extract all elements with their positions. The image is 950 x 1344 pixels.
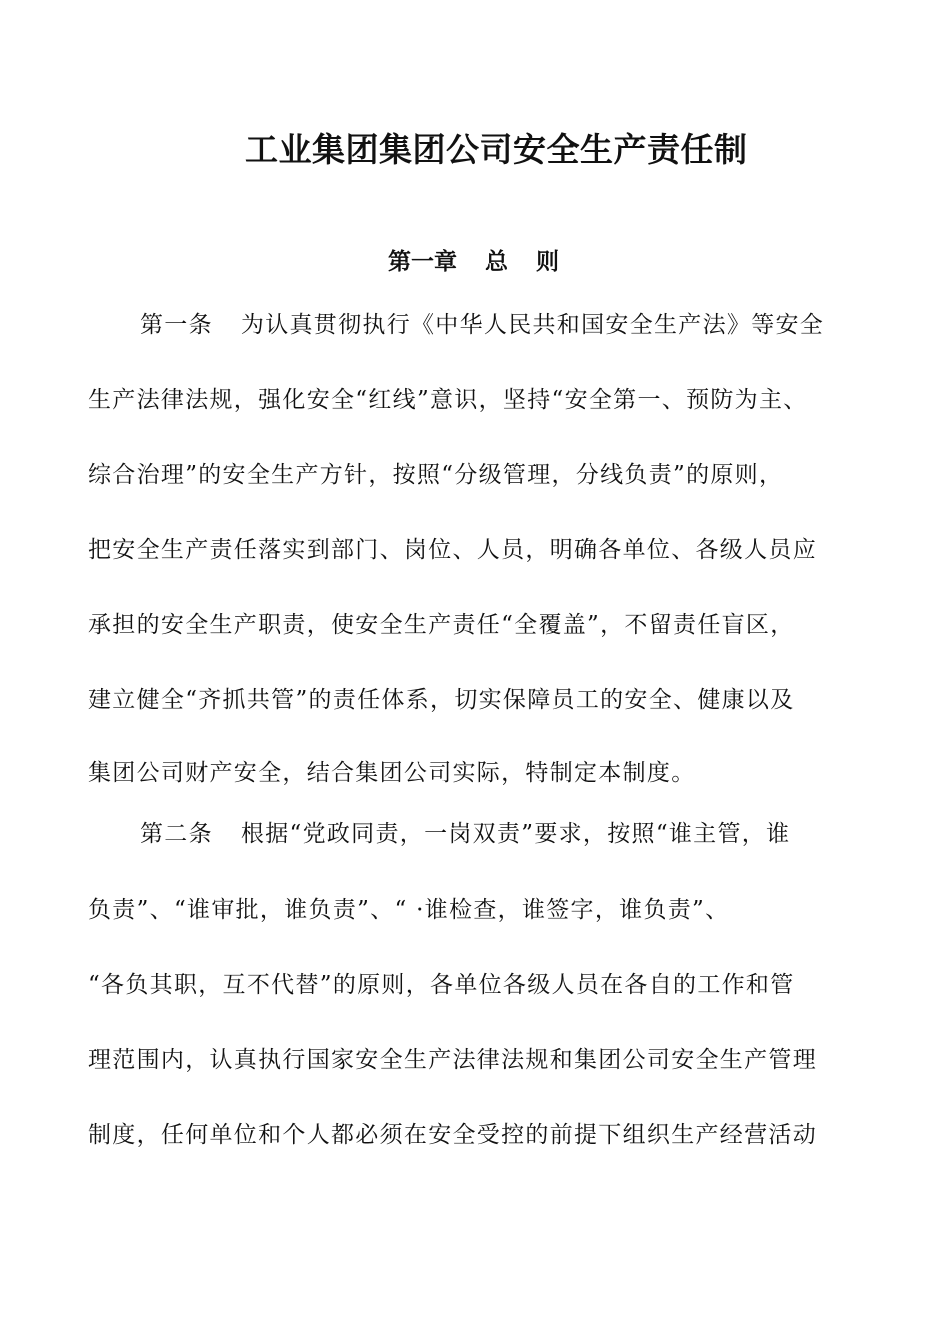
document-title: 工业集团集团公司安全生产责任制 bbox=[245, 130, 748, 169]
article-2-line-2: “各负其职，互不代替”的原则，各单位各级人员在各自的工作和管 bbox=[88, 972, 795, 998]
chapter-label: 第一章 bbox=[388, 248, 457, 275]
chapter-name-part2: 则 bbox=[536, 248, 559, 275]
article-1-line-3: 把安全生产责任落实到部门、岗位、人员，明确各单位、各级人员应 bbox=[88, 537, 817, 563]
article-1-label: 第一条 bbox=[140, 312, 213, 338]
article-2-line-3: 理范围内，认真执行国家安全生产法律法规和集团公司安全生产管理 bbox=[88, 1047, 817, 1073]
article-1-line-0: 为认真贯彻执行《中华人民共和国安全生产法》等安全 bbox=[240, 312, 825, 338]
article-1-line-4: 承担的安全生产职责，使安全生产责任“全覆盖”，不留责任盲区， bbox=[88, 612, 795, 638]
article-2-line-0: 根据“党政同责，一岗双责”要求，按照“谁主管，谁 bbox=[240, 821, 791, 847]
chapter-name-part1: 总 bbox=[485, 248, 508, 275]
article-1-line-5: 建立健全“齐抓共管”的责任体系，切实保障员工的安全、健康以及 bbox=[88, 687, 795, 713]
article-1-first-line bbox=[140, 308, 880, 342]
article-2-label: 第二条 bbox=[140, 821, 213, 847]
article-2-line-1: 负责”、“谁审批，谁负责”、“ ·谁检查，谁签字，谁负责”、 bbox=[88, 897, 730, 923]
article-1-line-2: 综合治理”的安全生产方针，按照“分级管理，分线负责”的原则， bbox=[88, 462, 784, 488]
article-2-first-line bbox=[140, 817, 880, 851]
chapter-heading bbox=[388, 245, 588, 279]
article-2-line-4: 制度，任何单位和个人都必须在安全受控的前提下组织生产经营活动 bbox=[88, 1122, 817, 1148]
article-1-line-1: 生产法律法规，强化安全“红线”意识，坚持“安全第一、预防为主、 bbox=[88, 387, 808, 413]
article-1-line-6: 集团公司财产安全，结合集团公司实际，特制定本制度。 bbox=[88, 760, 696, 786]
